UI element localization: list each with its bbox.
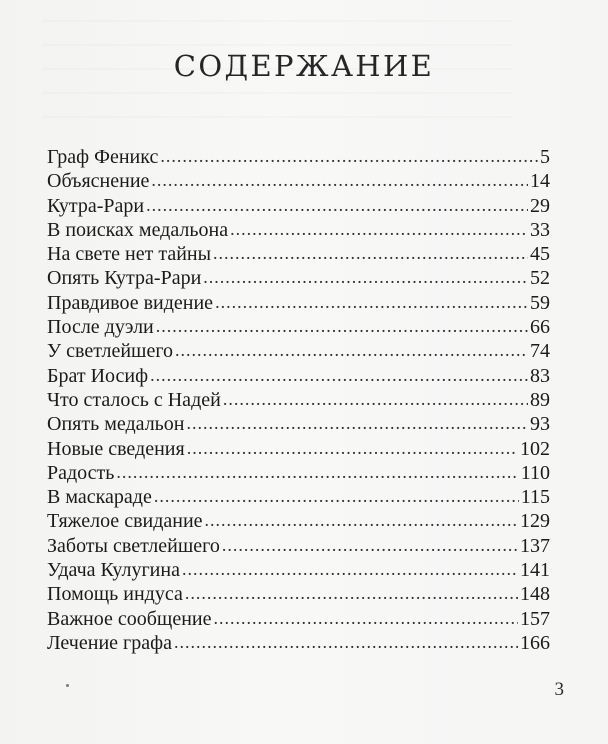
- dot-leader: [150, 363, 528, 387]
- toc-entry-page: 14: [530, 170, 550, 193]
- toc-entry-title: Лечение графа: [47, 631, 172, 654]
- dot-leader: [182, 557, 518, 581]
- dot-leader: [151, 168, 528, 192]
- toc-entry-title: Объяснение: [47, 170, 150, 193]
- toc-entry-page: 33: [530, 218, 550, 241]
- toc-entry-page: 137: [520, 534, 550, 557]
- toc-row: [47, 194, 550, 218]
- toc-entry-title: Опять медальон: [47, 413, 185, 436]
- toc-row: [47, 169, 550, 193]
- dot-leader: [205, 508, 518, 532]
- toc-row: [47, 266, 550, 290]
- toc-row: [47, 291, 550, 315]
- dot-leader: [156, 314, 528, 338]
- dot-leader: [187, 436, 518, 460]
- toc-entry-title: Помощь индуса: [47, 583, 183, 606]
- toc-row: [47, 339, 550, 363]
- toc-entry-page: 157: [520, 607, 550, 630]
- toc-entry-page: 59: [530, 291, 550, 314]
- toc-entry-page: 74: [530, 340, 550, 363]
- page-number: 3: [554, 679, 564, 700]
- dot-leader: [223, 387, 528, 411]
- toc-row: [47, 582, 550, 606]
- toc-row: [47, 607, 550, 631]
- toc-entry-title: Новые сведения: [47, 437, 185, 460]
- toc-row: [47, 437, 550, 461]
- dot-leader: [203, 265, 528, 289]
- toc-entry-title: Кутра-Рари: [47, 194, 145, 217]
- toc-row: [47, 315, 550, 339]
- toc-row: [47, 145, 550, 169]
- toc-row: [47, 364, 550, 388]
- toc-entry-page: 115: [520, 486, 550, 509]
- toc-row: [47, 631, 550, 655]
- dot-leader: [222, 533, 518, 557]
- toc-row: [47, 218, 550, 242]
- toc-entry-title: В поисках медальона: [47, 218, 229, 241]
- toc-entry-page: 93: [530, 413, 550, 436]
- toc-row: [47, 461, 550, 485]
- toc-entry-page: 52: [530, 267, 550, 290]
- toc-entry-title: На свете нет тайны: [47, 243, 212, 266]
- toc-entry-page: 83: [530, 364, 550, 387]
- toc-entry-page: 5: [540, 146, 550, 168]
- dot-leader: [116, 460, 518, 484]
- toc-entry-page: 166: [520, 631, 550, 654]
- toc-entry-page: 129: [520, 510, 550, 533]
- toc-row: [47, 558, 550, 582]
- toc-entry-page: 148: [520, 583, 550, 606]
- toc-entry-title: Опять Кутра-Рари: [47, 267, 202, 290]
- toc-entry-title: Удача Кулугина: [47, 559, 180, 582]
- toc-entry-title: Важное сообщение: [47, 607, 212, 630]
- dot-leader: [154, 484, 519, 508]
- toc-entry-page: 89: [530, 388, 550, 411]
- dot-leader: [175, 338, 528, 362]
- toc-row: [47, 509, 550, 533]
- toc-row: [47, 242, 550, 266]
- dot-leader: [146, 193, 528, 217]
- toc-entry-page: 45: [530, 243, 550, 266]
- dot-leader: [213, 241, 528, 265]
- toc-entry-title: Правдивое видение: [47, 291, 214, 314]
- toc-entry-title: Что сталось с Надей: [47, 388, 221, 411]
- table-of-contents: [47, 145, 550, 655]
- toc-entry-page: 110: [520, 461, 550, 484]
- toc-entry-title: Брат Иосиф: [47, 364, 149, 387]
- dot-leader: [174, 630, 518, 654]
- dot-leader: [230, 217, 528, 241]
- toc-entry-page: 102: [520, 437, 550, 460]
- print-speck: [66, 684, 69, 687]
- toc-row: [47, 388, 550, 412]
- dot-leader: [187, 411, 528, 435]
- page-title: СОДЕРЖАНИЕ: [173, 49, 435, 83]
- dot-leader: [215, 290, 528, 314]
- toc-entry-page: 141: [520, 559, 550, 582]
- dot-leader: [160, 144, 538, 168]
- dot-leader: [213, 606, 518, 630]
- toc-entry-page: 29: [530, 194, 550, 217]
- toc-entry-page: 66: [530, 316, 550, 339]
- toc-entry-title: Граф Феникс: [47, 146, 159, 168]
- toc-entry-title: Радость: [47, 461, 115, 484]
- toc-row: [47, 485, 550, 509]
- toc-entry-title: В маскараде: [47, 486, 152, 509]
- toc-row: [47, 534, 550, 558]
- toc-entry-title: У светлейшего: [47, 340, 174, 363]
- toc-entry-title: После дуэли: [47, 316, 154, 339]
- toc-entry-title: Заботы светлейшего: [47, 534, 220, 557]
- toc-row: [47, 412, 550, 436]
- dot-leader: [185, 581, 518, 605]
- toc-entry-title: Тяжелое свидание: [47, 510, 203, 533]
